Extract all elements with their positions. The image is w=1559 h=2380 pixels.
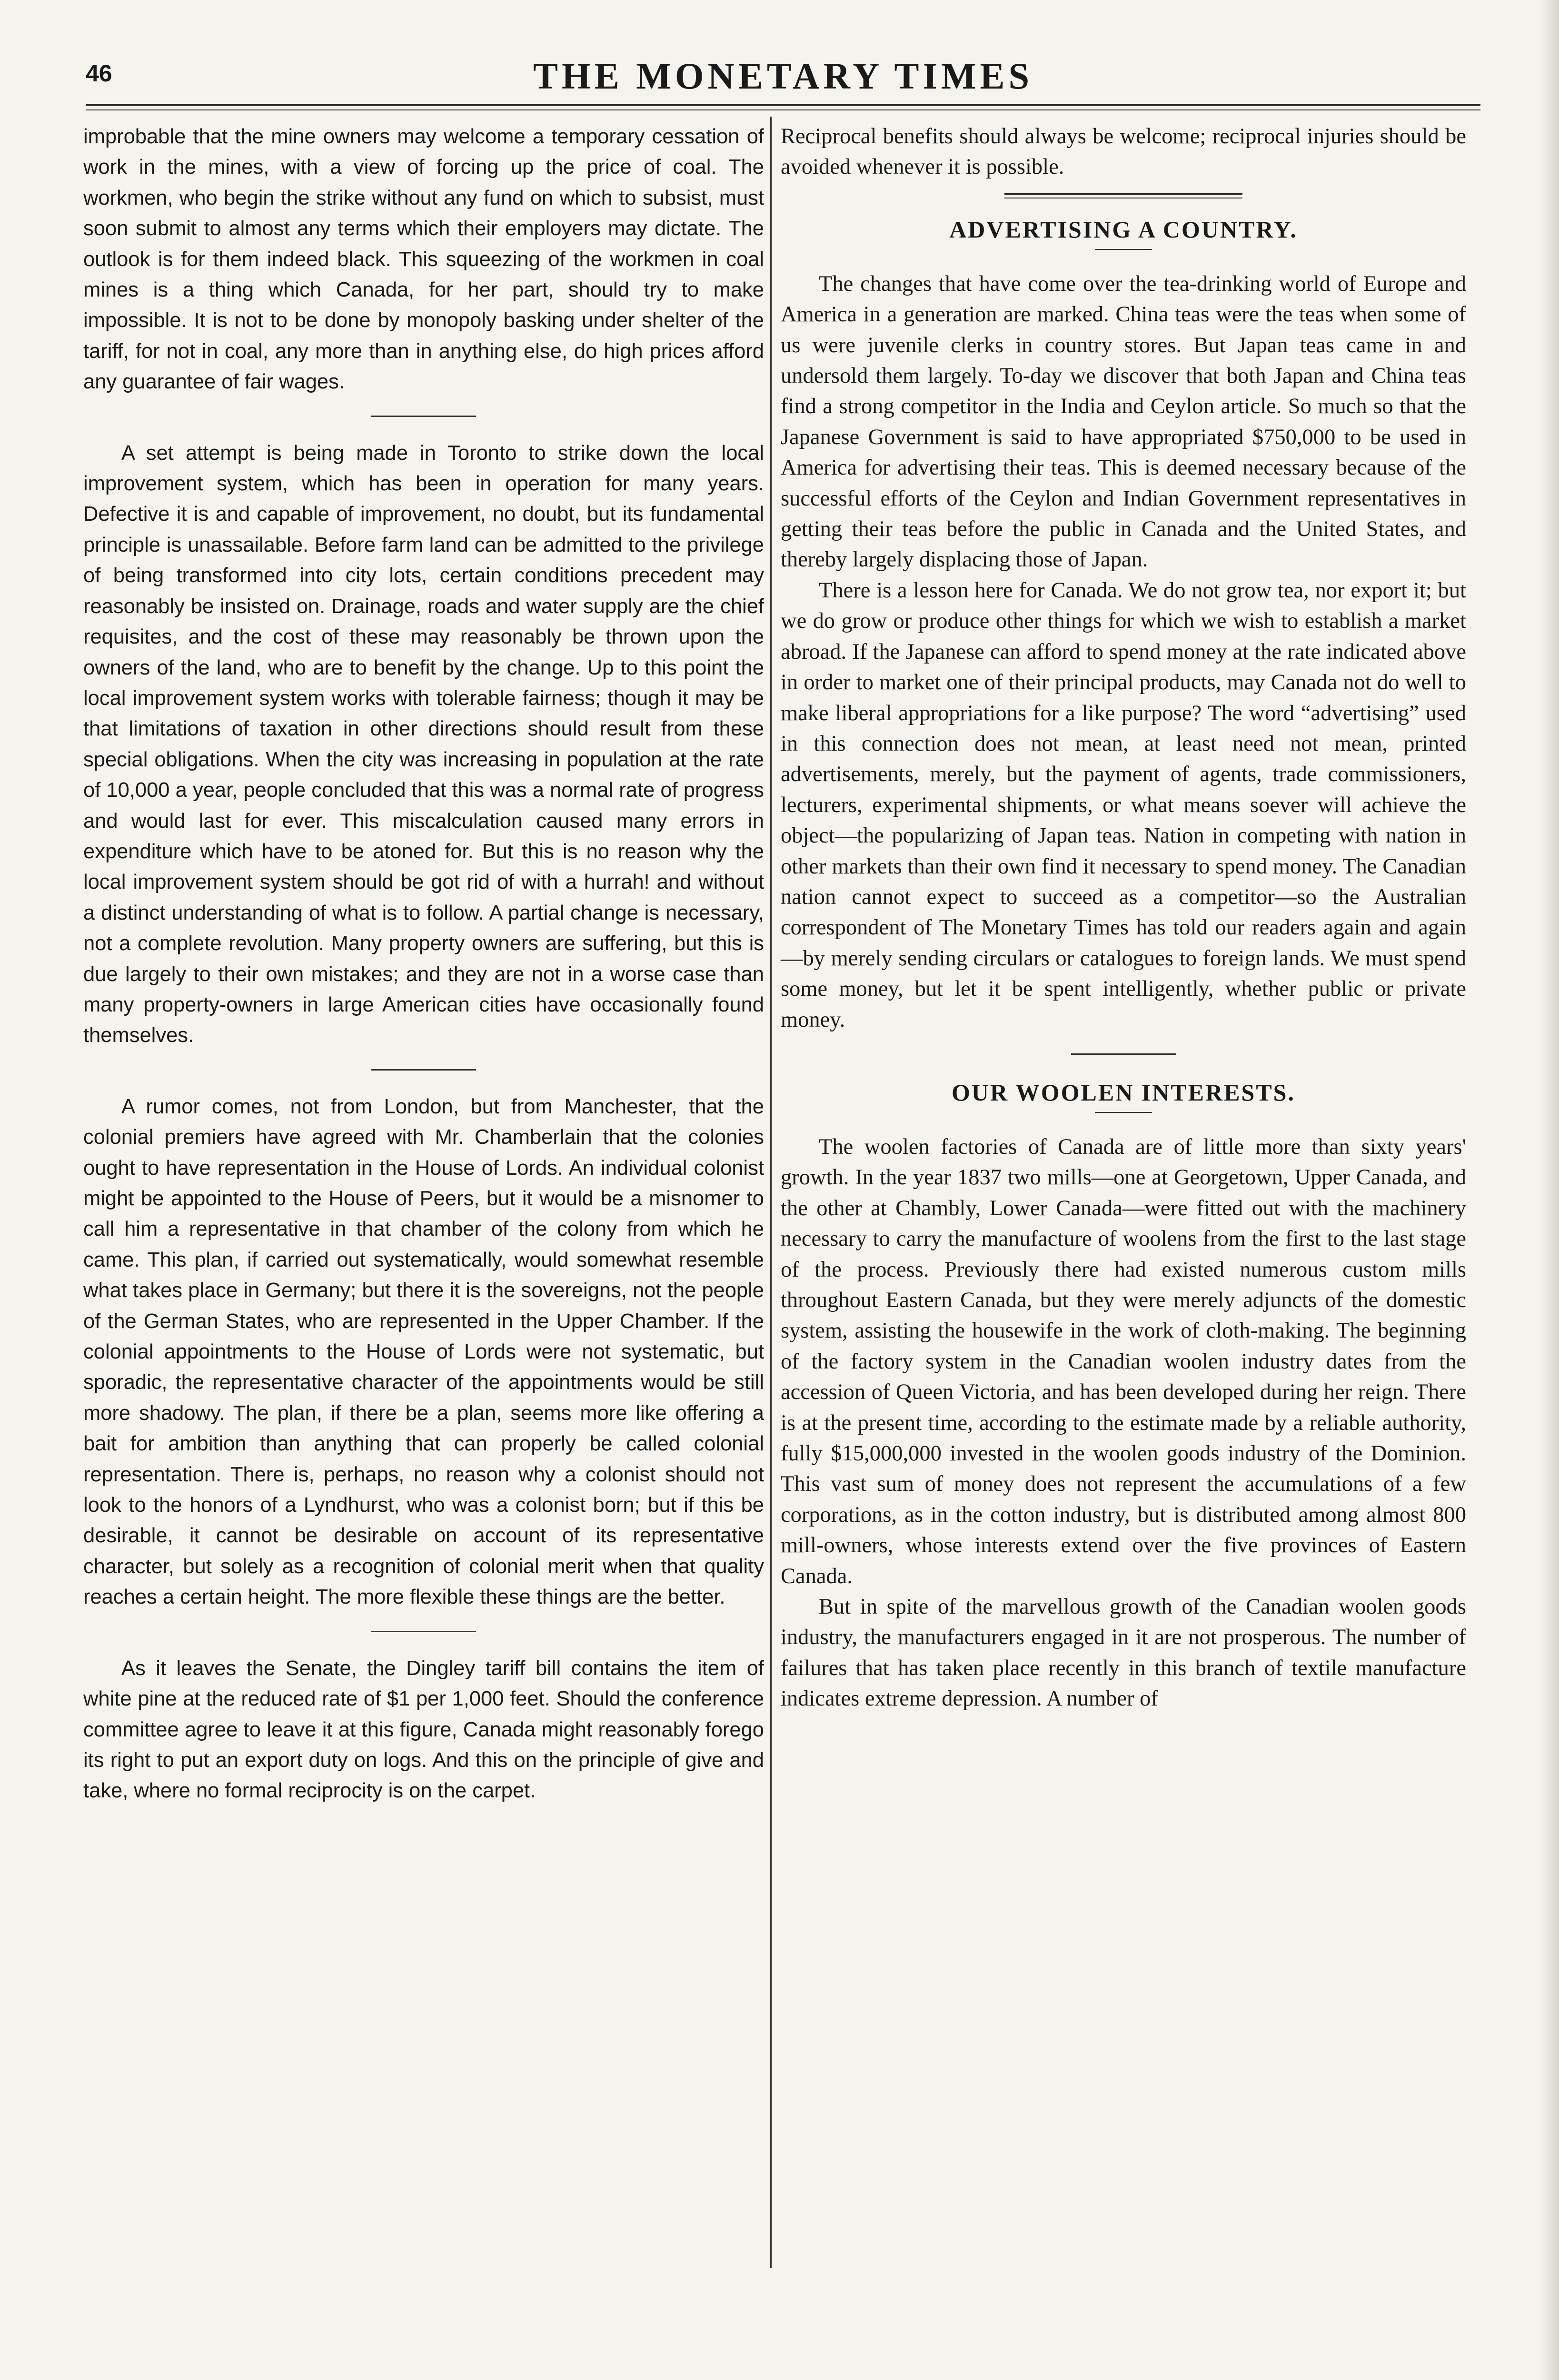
heading-our-woolen-interests: OUR WOOLEN INTERESTS.	[952, 1079, 1295, 1106]
heading-advertising-a-country: ADVERTISING A COUNTRY.	[949, 216, 1298, 243]
section-separator	[371, 416, 476, 417]
page-number: 46	[86, 60, 112, 87]
page-header	[86, 55, 1480, 107]
masthead-title: THE MONETARY TIMES	[533, 55, 1033, 97]
section-separator	[1004, 193, 1242, 198]
section-separator	[1071, 1053, 1176, 1055]
left-column	[83, 121, 764, 1806]
header-rule	[86, 104, 1480, 110]
paragraph-woolen-factories: The woolen factories of Canada are of little more than sixty years' growth. In the year 1837 two mills—one at Georgetown, Upper Canada, and the other at Chambly, Lower Canada—were fitted out with the machinery necessary to carry the manufacture of woolens from the first to the last stage of the process. Previously there had existed numerous custom mills throughout Eastern Canada, but they were merely adjuncts of the domestic system, assisting the housewife in the work of cloth-making. The beginning of the factory system in the Canadian woolen industry dates from the accession of Queen Victoria, and has been developed during her reign. There is at the present time, according to the estimate made by a reliable authority, fully $15,000,000 invested in the woolen goods industry of the Dominion. This vast sum of money does not represent the accumulations of a few corporations, as in the cotton industry, but is distributed among almost 800 mill-owners, whose interests extend over the five provinces of Eastern Canada.	[781, 1134, 1466, 1588]
paragraph-lesson-for-canada: There is a lesson here for Canada. We do not grow tea, nor export it; but we do grow or produce other things for which we wish to establish a market abroad. If the Japanese can afford to spend money at the rate indicated above in order to market one of their principal products, may Canada not do well to make liberal appropriations for a like purpose? The word “advertising” used in this connection does not mean, at least need not mean, printed advertisements, merely, but the payment of agents, trade commissioners, lecturers, experimental shipments, or what means soever will achieve the object—the popularizing of Japan teas. Nation in competing with nation in other markets than their own find it necessary to spend money. The Canadian nation cannot expect to succeed as a competitor—so the Australian correspondent of The Monetary Times has told our readers again and again—by merely sending circulars or catalogues to foreign lands. We must spend some money, but let it be spent intelligently, whether public or private money.	[781, 578, 1466, 1032]
paragraph-tea-changes: The changes that have come over the tea-drinking world of Europe and America in a generation are marked. China teas were the teas when some of us were juvenile clerks in country stores. But Japan teas came in and undersold them largely. To-day we discover that both Japan and China teas find a strong competitor in the India and Ceylon article. So much so that the Japanese Government is said to have appropriated $750,000 to be used in America for advertising their teas. This is deemed necessary because of the successful efforts of the Ceylon and Indian Government representatives in getting their teas before the public in Canada and the United States, and thereby largely displacing those of Japan.	[781, 271, 1466, 572]
paragraph-reciprocal-benefits: Reciprocal benefits should always be welcome; reciprocal injuries should be avoided whenever it is possible.	[781, 124, 1466, 179]
paragraph-dingley-tariff: As it leaves the Senate, the Dingley tariff bill contains the item of white pine at the reduced rate of $1 per 1,000 feet. Should the conference committee agree to leave it at this figure, Canada might reasonably forego its right to put an export duty on logs. And this on the principle of give and take, where no formal reciprocity is on the carpet.	[83, 1656, 764, 1803]
paragraph-colonial-premiers: A rumor comes, not from London, but from Manchester, that the colonial premiers have agreed with Mr. Chamberlain that the colonies ought to have representation in the House of Lords. An individual colonist might be appointed to the House of Peers, but it would be a misnomer to call him a representative in that chamber of the colony from which he came. This plan, if carried out systematically, would somewhat resemble what takes place in Germany; but there it is the sovereigns, not the people of the German States, who are represented in the Upper Chamber. If the colonial appointments to the House of Lords were not systematic, but sporadic, the representative character of the appointments would be still more shadowy. The plan, if there be a plan, seems more like offering a bait for ambition than anything that can properly be called colonial representation. There is, perhaps, no reason why a colonist should not look to the honors of a Lyndhurst, who was a colonist born; but if this be desirable, it cannot be desirable on account of its representative character, but solely as a recognition of colonial merit when that quality reaches a certain height. The more flexible these things are the better.	[83, 1095, 764, 1609]
heading-rule	[1095, 249, 1152, 250]
paragraph-coal-strike: improbable that the mine owners may welcome a temporary cessation of work in the mines, with a view of forcing up the price of coal. The workmen, who begin the strike without any fund on which to subsist, must soon submit to almost any terms which their employers may dictate. The outlook is for them indeed black. This squeezing of the workmen in coal mines is a thing which Canada, for her part, should try to make impossible. It is not to be done by monopoly basking under shelter of the tariff, for not in coal, any more than in anything else, do high prices afford any guarantee of fair wages.	[83, 125, 764, 394]
heading-rule	[1095, 1112, 1152, 1113]
paragraph-local-improvement: A set attempt is being made in Toronto to strike down the local improvement system, which has been in operation for many years. Defective it is and capable of improvement, no doubt, but its fundamental principle is unassailable. Before farm land can be admitted to the privilege of being transformed into city lots, certain conditions precedent may reasonably be insisted on. Drainage, roads and water supply are the chief requisites, and the cost of these may reasonably be thrown upon the owners of the land, who are to benefit by the change. Up to this point the local improvement system works with tolerable fairness; though it may be that limitations of taxation in other directions should result from these special obligations. When the city was increasing in population at the rate of 10,000 a year, people concluded that this was a normal rate of progress and would last for ever. This miscalculation caused many errors in expenditure which have to be atoned for. But this is no reason why the local improvement system should be got rid of with a hurrah! and without a distinct understanding of what is to follow. A partial change is necessary, not a complete revolution. Many property owners are suffering, but this is due largely to their own mistakes; and they are not in a worse case than many property-owners in large American cities have occasionally found themselves.	[83, 441, 764, 1047]
page-edge-shadow	[1540, 0, 1559, 2380]
section-separator	[371, 1631, 476, 1632]
column-divider	[770, 117, 772, 2268]
right-column	[781, 121, 1466, 1715]
section-separator	[371, 1069, 476, 1071]
paragraph-woolen-depression: But in spite of the marvellous growth of the Canadian woolen goods industry, the manufacturers engaged in it are not prosperous. The number of failures that has taken place recently in this branch of textile manufacture indicates extreme depression. A number of	[781, 1595, 1466, 1711]
